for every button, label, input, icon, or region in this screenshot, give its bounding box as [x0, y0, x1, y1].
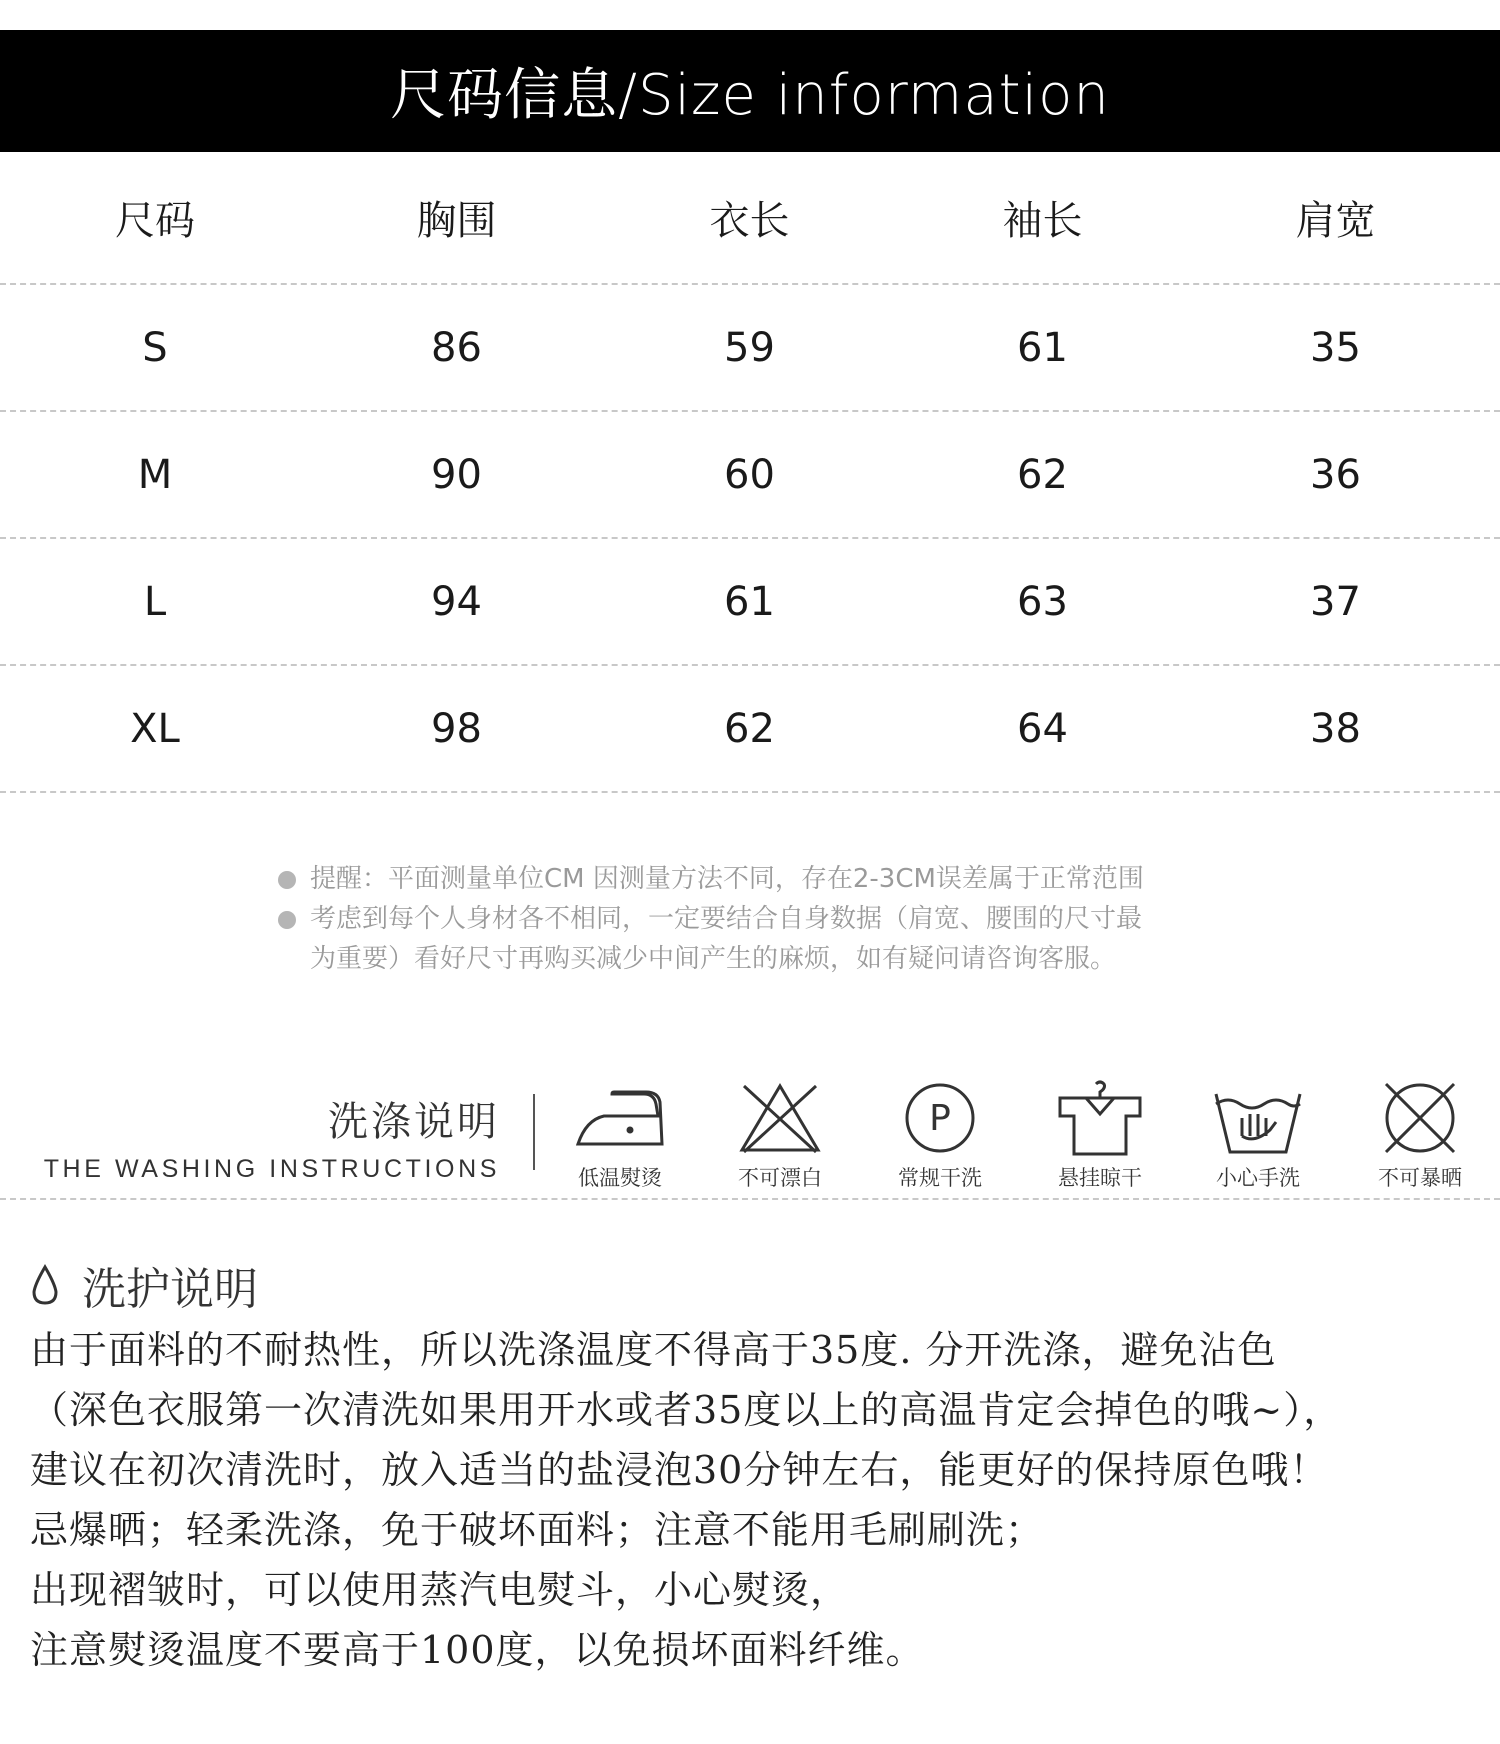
measurement-notes: [276, 860, 1236, 980]
cell-shoulder: 35: [1310, 324, 1361, 371]
note-text: 考虑到每个人身材各不相同，一定要结合自身数据（肩宽、腰围的尺寸最: [310, 904, 1143, 934]
note-item-continuation: [276, 940, 1236, 978]
cell-chest: 98: [431, 705, 482, 752]
note-text: 提醒：平面测量单位CM 因测量方法不同，存在2-3CM误差属于正常范围: [310, 864, 1144, 894]
table-row: [0, 539, 1500, 666]
cell-sleeve: 63: [1017, 578, 1068, 625]
cell-length: 62: [724, 705, 775, 752]
washing-divider: [533, 1094, 535, 1170]
cell-shoulder: 36: [1310, 451, 1361, 498]
size-table: [0, 152, 1500, 793]
wash-symbol-label: 悬挂晾干: [1058, 1166, 1142, 1190]
washing-instructions: [0, 1070, 1500, 1200]
wash-symbol: [1198, 1080, 1318, 1192]
wash-symbol: [720, 1080, 840, 1192]
wash-symbol-label: 常规干洗: [898, 1166, 982, 1190]
wash-symbol: [880, 1080, 1000, 1192]
cell-size: S: [142, 324, 168, 371]
note-text: 为重要）看好尺寸再购买减少中间产生的麻烦，如有疑问请咨询客服。: [310, 944, 1117, 974]
cell-sleeve: 64: [1017, 705, 1068, 752]
svg-text:P: P: [929, 1098, 951, 1139]
header-chest: 胸围: [416, 198, 497, 244]
cell-length: 59: [724, 324, 775, 371]
washing-title-en: THE WASHING INSTRUCTIONS: [43, 1155, 500, 1183]
wash-symbol-label: 不可漂白: [738, 1166, 822, 1190]
header-shoulder: 肩宽: [1295, 198, 1376, 244]
care-line: （深色衣服第一次清洗如果用开水或者35度以上的高温肯定会掉色的哦~），: [30, 1388, 1343, 1432]
hand-wash-icon: [1208, 1080, 1308, 1156]
wash-symbol: [1040, 1080, 1160, 1192]
no-tumble-dry-icon: [1370, 1080, 1470, 1156]
cell-size: XL: [130, 705, 180, 752]
care-title: [30, 1250, 1480, 1320]
note-item: [276, 860, 1236, 898]
care-line: 出现褶皱时，可以使用蒸汽电熨斗，小心熨烫，: [30, 1568, 850, 1612]
cell-shoulder: 37: [1310, 578, 1361, 625]
wash-symbol-label: 不可暴晒: [1378, 1166, 1462, 1190]
cell-chest: 86: [431, 324, 482, 371]
cell-chest: 90: [431, 451, 482, 498]
header-sleeve: 袖长: [1002, 198, 1083, 244]
size-info-banner: [0, 30, 1500, 152]
care-title-text: 洗护说明: [82, 1264, 258, 1315]
no-bleach-icon: [730, 1080, 830, 1156]
header-length: 衣长: [709, 198, 790, 244]
cell-sleeve: 61: [1017, 324, 1068, 371]
cell-sleeve: 62: [1017, 451, 1068, 498]
wash-symbol: [1360, 1080, 1480, 1192]
table-row: [0, 285, 1500, 412]
wash-symbol-label: 低温熨烫: [578, 1166, 662, 1190]
wash-symbol-label: 小心手洗: [1216, 1166, 1300, 1190]
dry-clean-p-icon: [890, 1080, 990, 1156]
low-temp-iron-icon: [570, 1080, 670, 1156]
cell-size: L: [143, 578, 167, 625]
hang-dry-icon: [1050, 1080, 1150, 1156]
table-row: [0, 412, 1500, 539]
care-line: 注意熨烫温度不要高于100度，以免损坏面料纤维。: [30, 1628, 925, 1672]
cell-size: M: [137, 451, 173, 498]
cell-length: 60: [724, 451, 775, 498]
header-size: 尺码: [115, 198, 195, 244]
care-instructions: [30, 1250, 1480, 1680]
care-line: 建议在初次清洗时，放入适当的盐浸泡30分钟左右，能更好的保持原色哦！: [30, 1448, 1329, 1492]
cell-chest: 94: [431, 578, 482, 625]
care-line: 忌爆晒；轻柔洗涤，免于破坏面料；注意不能用毛刷刷洗；: [30, 1508, 1045, 1552]
bullet-dot-icon: [278, 911, 296, 929]
cell-length: 61: [724, 578, 775, 625]
water-drop-icon: [30, 1264, 60, 1306]
bullet-dot-icon: [278, 871, 296, 889]
table-row: [0, 666, 1500, 793]
washing-title: [44, 1090, 500, 1184]
care-line: 由于面料的不耐热性，所以洗涤温度不得高于35度. 分开洗涤，避免沾色: [30, 1328, 1277, 1372]
cell-shoulder: 38: [1310, 705, 1361, 752]
wash-symbol: [560, 1080, 680, 1192]
table-header-row: [0, 152, 1500, 285]
banner-title: 尺码信息/Size information: [390, 63, 1110, 128]
washing-title-cn: 洗涤说明: [328, 1099, 500, 1145]
note-item: [276, 900, 1236, 938]
